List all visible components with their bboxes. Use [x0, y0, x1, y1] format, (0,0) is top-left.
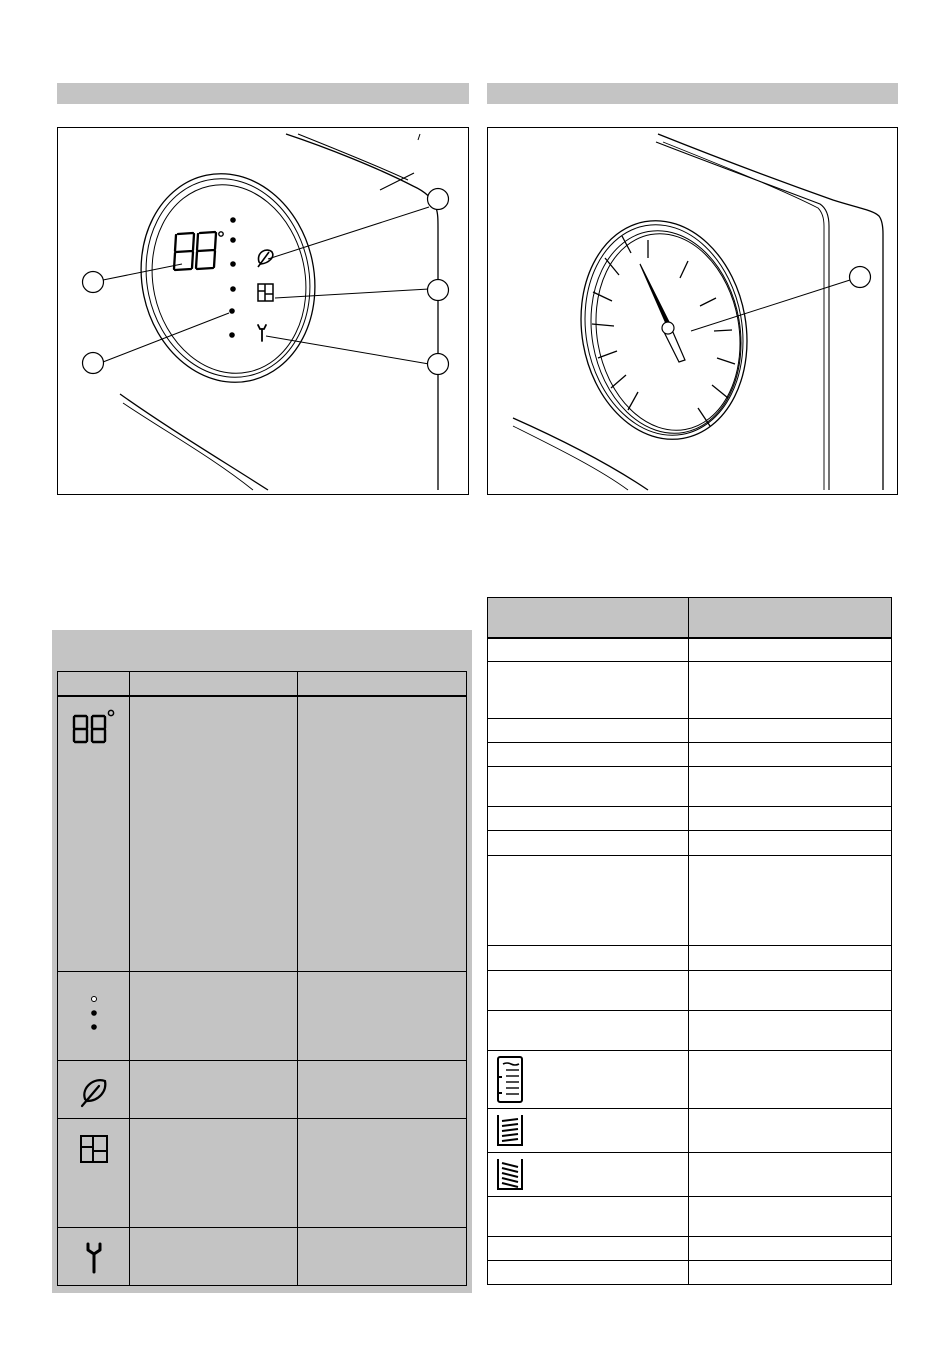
gauge-needle	[640, 264, 685, 362]
analog-gauge-figure	[487, 127, 898, 495]
legend-header-description	[298, 672, 467, 696]
eco-leaf-icon	[79, 1075, 109, 1109]
callout-marker-1	[83, 272, 104, 293]
callout-marker-4	[428, 280, 449, 301]
tank-level-icon	[495, 1055, 525, 1105]
table-row	[488, 767, 892, 807]
table-row	[488, 1237, 892, 1261]
table-row	[488, 1011, 892, 1051]
legend-row-tank	[58, 1119, 467, 1228]
symbol-legend-table	[57, 671, 467, 1286]
seven-segment-temperature-icon	[71, 707, 117, 747]
table-row	[488, 1153, 892, 1197]
table-row	[488, 662, 892, 719]
section-header-bar-left	[57, 83, 469, 104]
spec-header-col-1	[488, 598, 689, 638]
status-led-column	[229, 217, 236, 338]
legend-row-temperature-display	[58, 696, 467, 972]
callout-marker-5	[428, 354, 449, 375]
table-row	[488, 1051, 892, 1109]
analog-gauge-illustration	[488, 128, 898, 495]
symbol-legend-panel	[52, 630, 472, 1293]
table-row	[488, 1109, 892, 1153]
wrench-icon	[84, 1240, 104, 1276]
legend-header-symbol	[58, 672, 130, 696]
callout-marker-2	[83, 353, 104, 374]
legend-row-eco	[58, 1061, 467, 1119]
table-row	[488, 831, 892, 856]
table-row	[488, 1197, 892, 1237]
legend-header-row	[58, 672, 467, 696]
control-panel-figure	[57, 127, 469, 495]
tank-partial-icon	[78, 1133, 110, 1165]
heating-element-icon	[495, 1113, 525, 1147]
table-row	[488, 719, 892, 743]
table-row	[488, 638, 892, 662]
table-row	[488, 807, 892, 831]
table-row	[488, 971, 892, 1011]
spec-header-col-2	[689, 598, 892, 638]
tank-partial-icon	[258, 284, 273, 301]
table-row	[488, 946, 892, 971]
callout-marker-3	[428, 189, 449, 210]
led-column-icon	[87, 994, 101, 1034]
legend-row-service	[58, 1228, 467, 1286]
table-row	[488, 743, 892, 767]
control-panel-illustration	[58, 128, 469, 495]
table-row	[488, 856, 892, 946]
spec-header-row	[488, 598, 892, 638]
display-outer-ring	[122, 157, 334, 398]
legend-row-status-leds	[58, 972, 467, 1061]
heating-element-slanted-icon	[495, 1157, 525, 1191]
wrench-icon	[258, 325, 266, 341]
specification-table	[487, 597, 892, 1285]
callout-marker-1	[850, 267, 871, 288]
section-header-bar-right	[487, 83, 898, 104]
table-row	[488, 1261, 892, 1285]
legend-header-name	[130, 672, 298, 696]
